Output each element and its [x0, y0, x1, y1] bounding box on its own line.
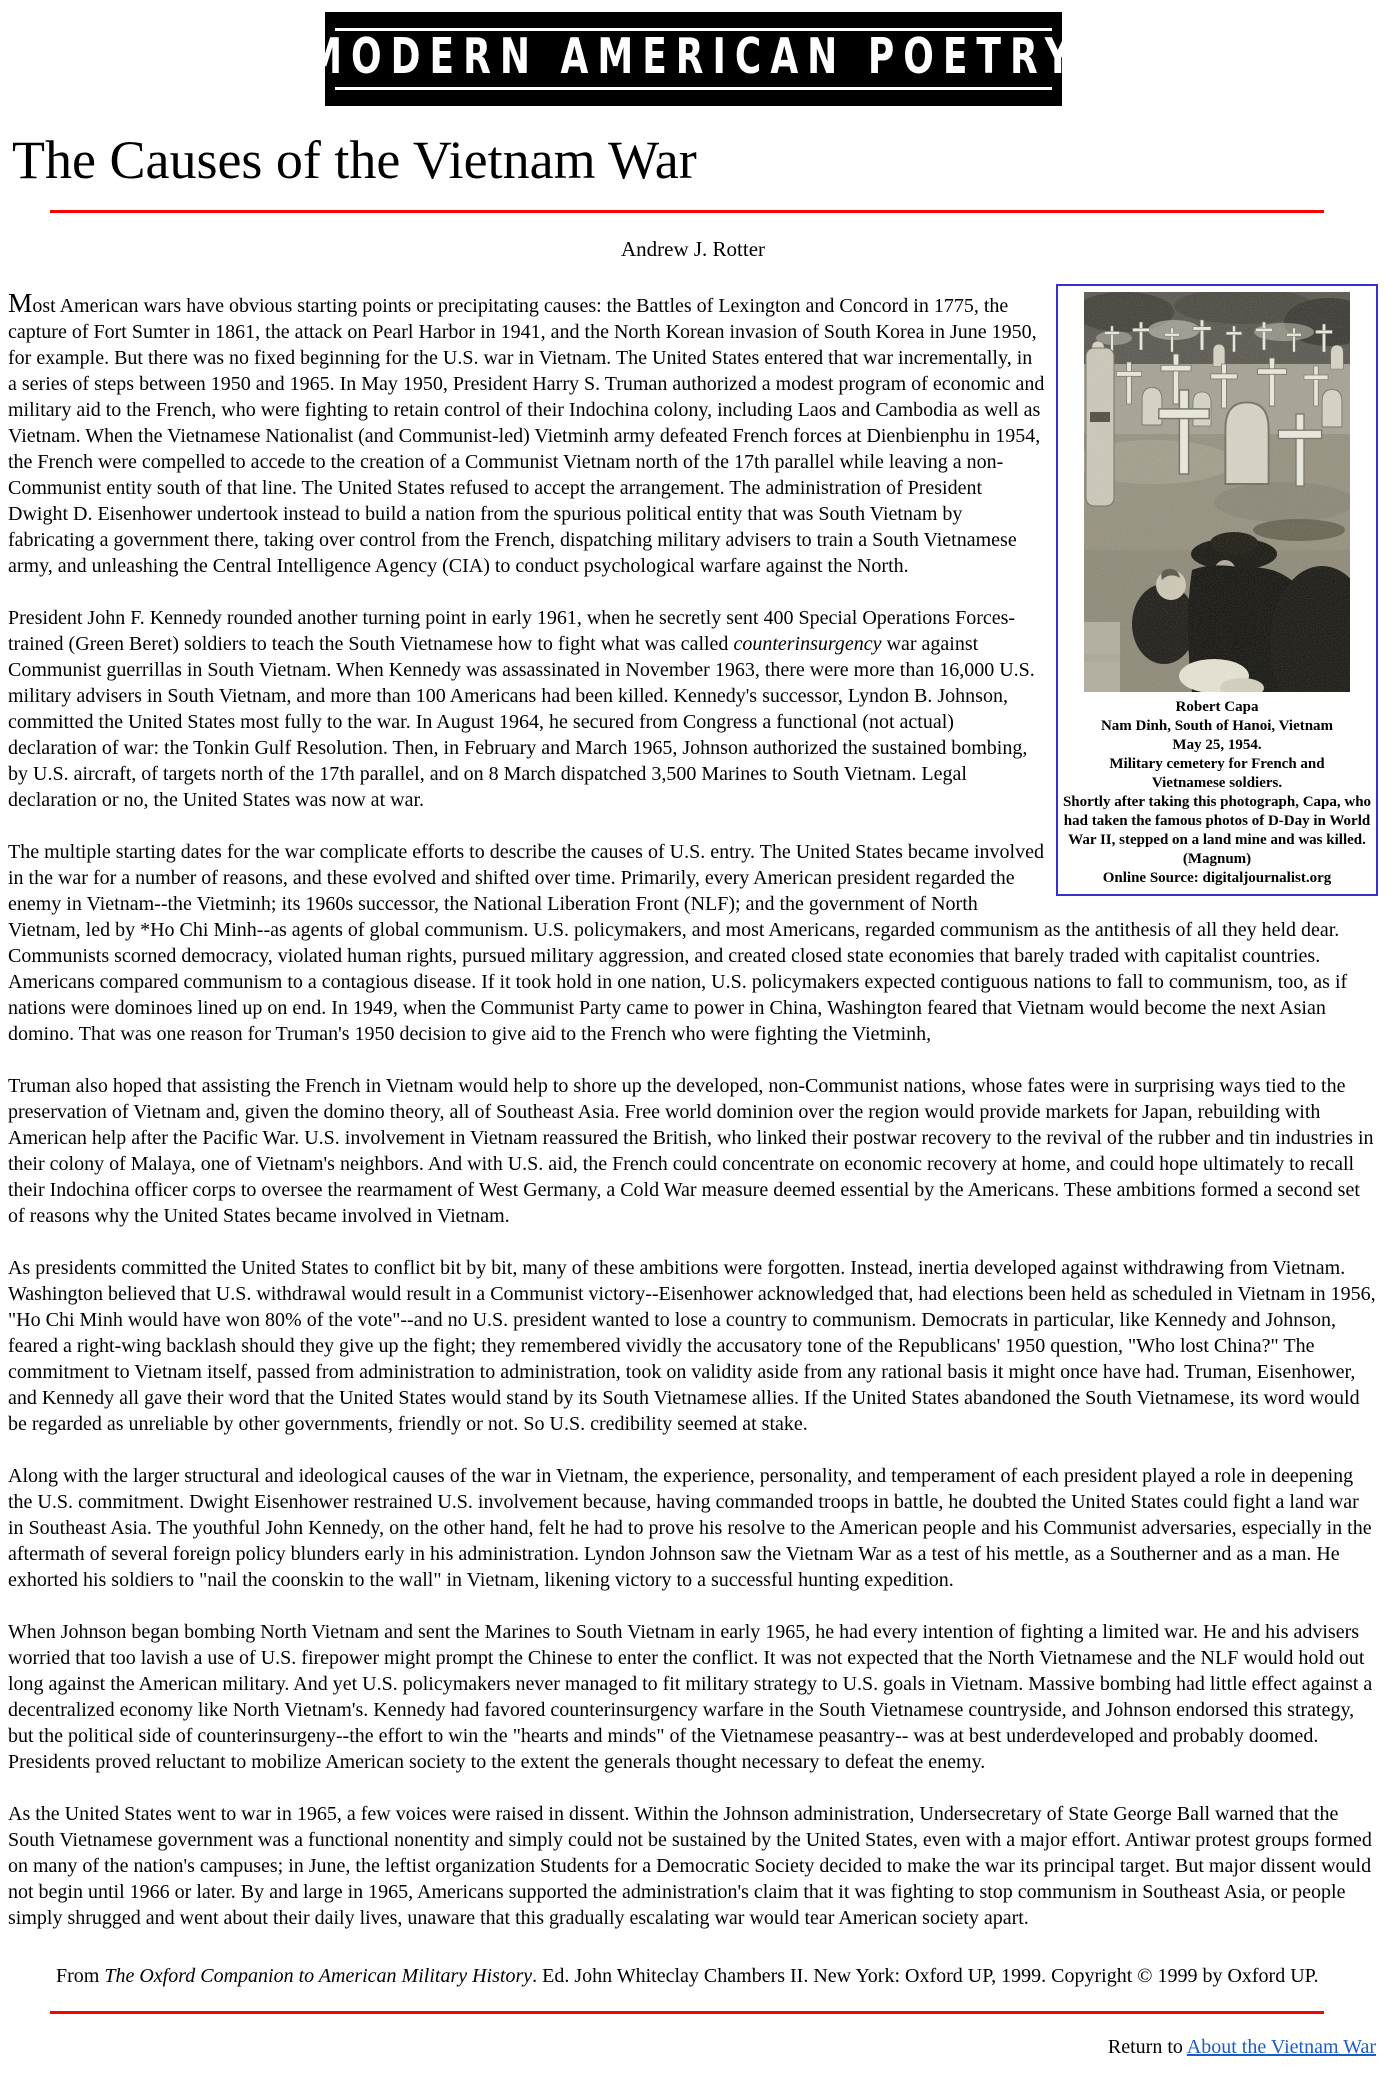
text-segment: The Oxford Companion to American Military History	[104, 1965, 533, 1988]
figure-caption	[1058, 698, 1376, 888]
caption-line: Robert Capa	[1175, 699, 1259, 716]
text-segment: The multiple starting dates for the war complicate efforts to describe the causes of U.S. entry. The United States became involved in the war for a number of reasons, and these evolved and shifted over time. Primarily, every American president regarded the enemy in Vietnam--the Vietminh; its 1960s successor, the National Liberation Front (NLF); and the government of North Vietnam, led by *Ho Chi Minh--as agents of global communism. U.S. policymakers, and most Americans, regarded communism as the antithesis of all they held dear. Communists scorned democracy, violated human rights, pursued military aggression, and created closed state economies that barely traded with capitalist countries. Americans compared communism to a contagious disease. If it took hold in one nation, U.S. policymakers expected contiguous nations to fall to communism, too, as if nations were dominoes lined up on end. In 1949, when the Communist Party came to power in China, Washington feared that Vietnam would become the next Asian domino. That was one reason for Truman's 1950 decision to give aid to the French who were fighting the Vietminh,	[8, 841, 1348, 1046]
text-segment: As the United States went to war in 1965, a few voices were raised in dissent. Within the Johnson administration, Undersecretary of State George Ball warned that the South Vietnamese government was a functional nonentity and simply could not be sustained by the United States, even with a major effort. Antiwar protest groups formed on many of the nation's campuses; in June, the leftist organization Students for a Democratic Society decided to make the war its principal target. But major dissent would not begin until 1966 or later. By and large in 1965, Americans supported the administration's claim that it was fighting to stop communism in Southeast Asia, or people simply shrugged and went about their daily lives, unaware that this gradually escalating war would tear American society apart.	[8, 1803, 1372, 1930]
text-segment: From	[56, 1965, 105, 1988]
caption-line: Military cemetery for French and	[1109, 756, 1325, 773]
article-paragraph	[8, 1255, 1378, 1437]
text-segment: war against Communist guerrillas in South Vietnam. When Kennedy was assassinated in November 1963, there were more than 16,000 U.S. military advisers in South Vietnam, and more than 100 Americans had been killed. Kennedy's successor, Lyndon B. Johnson, committed the United States most fully to the war. In August 1964, he secured from Congress a functional (not actual) declaration of war: the Tonkin Gulf Resolution. Then, in February and March 1965, Johnson authorized the sustained bombing, by U.S. aircraft, of targets north of the 17th parallel, and on 8 March dispatched 3,500 Marines to South Vietnam. Legal declaration or no, the United States was now at war.	[8, 633, 1035, 812]
article-body	[8, 290, 1378, 1931]
author-byline: Andrew J. Rotter	[620, 237, 766, 262]
return-line	[8, 2036, 1376, 2059]
text-segment: ost American wars have obvious starting points or precipitating causes: the Battles of Lexington and Concord in 1775, the capture of Fort Sumter in 1861, the attack on Pearl Harbor in 1941, and the North Korean invasion of South Korea in June 1950, for example. But there was no fixed beginning for the U.S. war in Vietnam. The United States entered that war incrementally, in a series of steps between 1950 and 1965. In May 1950, President Harry S. Truman authorized a modest program of economic and military aid to the French, who were fighting to retain control of their Indochina colony, including Laos and Cambodia as well as Vietnam. When the Vietnamese Nationalist (and Communist-led) Vietminh army defeated French forces at Dienbienphu in 1954, the French were compelled to accede to the creation of a Communist Vietnam north of the 17th parallel while leaving a non-Communist entity south of that line. The United States refused to accept the arrangement. The administration of President Dwight D. Eisenhower undertook instead to build a nation from the spurious political entity that was South Vietnam by fabricating a government there, taking over control from the French, dispatching military advisers to train a South Vietnamese army, and unleashing the Central Intelligence Agency (CIA) to conduct psychological warfare against the North.	[8, 295, 1045, 578]
article-paragraph	[8, 1463, 1378, 1593]
caption-line: had taken the famous photos of D-Day in World	[1063, 813, 1371, 830]
return-prefix: Return to	[1107, 2036, 1187, 2059]
caption-line: Online Source: digitaljournalist.org	[1102, 870, 1332, 887]
text-segment: Along with the larger structural and ideological causes of the war in Vietnam, the experience, personality, and temperament of each president played a role in deepening the U.S. commitment. Dwight Eisenhower restrained U.S. involvement because, having commanded troops in battle, he doubted the United States could fight a land war in Southeast Asia. The youthful John Kennedy, on the other hand, felt he had to prove his resolve to the American people and his Communist adversaries, especially in the aftermath of several foreign policy blunders early in his administration. Lyndon Johnson saw the Vietnam War as a test of his mettle, as a Southerner and as a man. He exhorted his soldiers to "nail the coonskin to the wall" in Vietnam, likening victory to a successful hunting expedition.	[8, 1465, 1372, 1592]
caption-line: Nam Dinh, South of Hanoi, Vietnam	[1100, 718, 1334, 735]
text-segment: . Ed. John Whiteclay Chambers II. New York: Oxford UP, 1999. Copyright © 1999 by Oxford UP.	[532, 1965, 1319, 1988]
article-paragraph	[8, 1073, 1378, 1229]
text-segment: M	[8, 288, 33, 319]
banner-frame	[306, 28, 1080, 90]
caption-line: Vietnamese soldiers.	[1151, 775, 1283, 792]
caption-line: (Magnum)	[1182, 851, 1252, 868]
text-segment: counterinsurgency	[733, 633, 882, 656]
page-title: The Causes of the Vietnam War	[12, 130, 697, 190]
cemetery-photo	[1084, 292, 1350, 692]
bottom-divider-rule	[50, 2011, 1324, 2014]
text-segment: President John F. Kennedy rounded another turning point in early 1961, when he secretly sent 400 Special Operations Forces-trained (Green Beret) soldiers to teach the South Vietnamese how to fight what was called	[8, 607, 1016, 656]
return-link[interactable]: About the Vietnam War	[1186, 2036, 1376, 2059]
photo-figure	[1056, 284, 1378, 896]
banner-title: MODERN AMERICAN POETRY	[306, 29, 1080, 86]
article-paragraph	[8, 1801, 1378, 1931]
caption-line: Shortly after taking this photograph, Capa, who	[1062, 794, 1372, 811]
citation	[8, 1963, 1378, 1989]
site-banner	[306, 12, 1080, 106]
text-segment: When Johnson began bombing North Vietnam and sent the Marines to South Vietnam in early 1965, he had every intention of fighting a limited war. He and his advisers worried that too lavish a use of U.S. firepower might prompt the Chinese to enter the conflict. It was not expected that the North Vietnamese and the NLF would hold out long against the American military. And yet U.S. policymakers never managed to fit military strategy to U.S. goals in Vietnam. Massive bombing had little effect against a decentralized economy like North Vietnam's. Kennedy had favored counterinsurgency warfare in the South Vietnamese countryside, and Johnson endorsed this strategy, but the political side of counterinsurgeny--the effort to win the "hearts and minds" of the Vietnamese peasantry-- was at best underdeveloped and probably doomed. Presidents proved reluctant to mobilize American society to the extent the generals thought necessary to defeat the enemy.	[8, 1621, 1373, 1774]
article-paragraph	[8, 1619, 1378, 1775]
text-segment: Truman also hoped that assisting the French in Vietnam would help to shore up the developed, non-Communist nations, whose fates were in surprising ways tied to the preservation of Vietnam and, given the domino theory, all of Southeast Asia. Free world dominion over the region would provide markets for Japan, rebuilding with American help after the Pacific War. U.S. involvement in Vietnam reassured the British, who linked their postwar recovery to the revival of the rubber and tin industries in their colony of Malaya, one of Vietnam's neighbors. And with U.S. aid, the French could concentrate on economic recovery at home, and could hope ultimately to recall their Indochina officer corps to oversee the rearmament of West Germany, a Cold War measure deemed essential by the Americans. These ambitions formed a second set of reasons why the United States became involved in Vietnam.	[8, 1075, 1374, 1228]
text-segment: As presidents committed the United States to conflict bit by bit, many of these ambitions were forgotten. Instead, inertia developed against withdrawing from Vietnam. Washington believed that U.S. withdrawal would result in a Communist victory--Eisenhower acknowledged that, had elections been held as scheduled in Vietnam in 1956, "Ho Chi Minh would have won 80% of the vote"--and no U.S. president wanted to lose a country to communism. Democrats in particular, like Kennedy and Johnson, feared a right-wing backlash should they give up the fight; they remembered vividly the accusatory tone of the Republicans' 1950 question, "Who lost China?" The commitment to Vietnam itself, passed from administration to administration, took on validity aside from any rational basis it might once have had. Truman, Eisenhower, and Kennedy all gave their word that the United States would stand by its South Vietnamese allies. If the United States abandoned the South Vietnamese, its word would be regarded as unreliable by other governments, friendly or not. So U.S. credibility seemed at stake.	[8, 1257, 1376, 1436]
caption-line: War II, stepped on a land mine and was killed.	[1068, 832, 1366, 849]
top-divider-rule	[50, 210, 1324, 213]
caption-line: May 25, 1954.	[1172, 737, 1262, 754]
